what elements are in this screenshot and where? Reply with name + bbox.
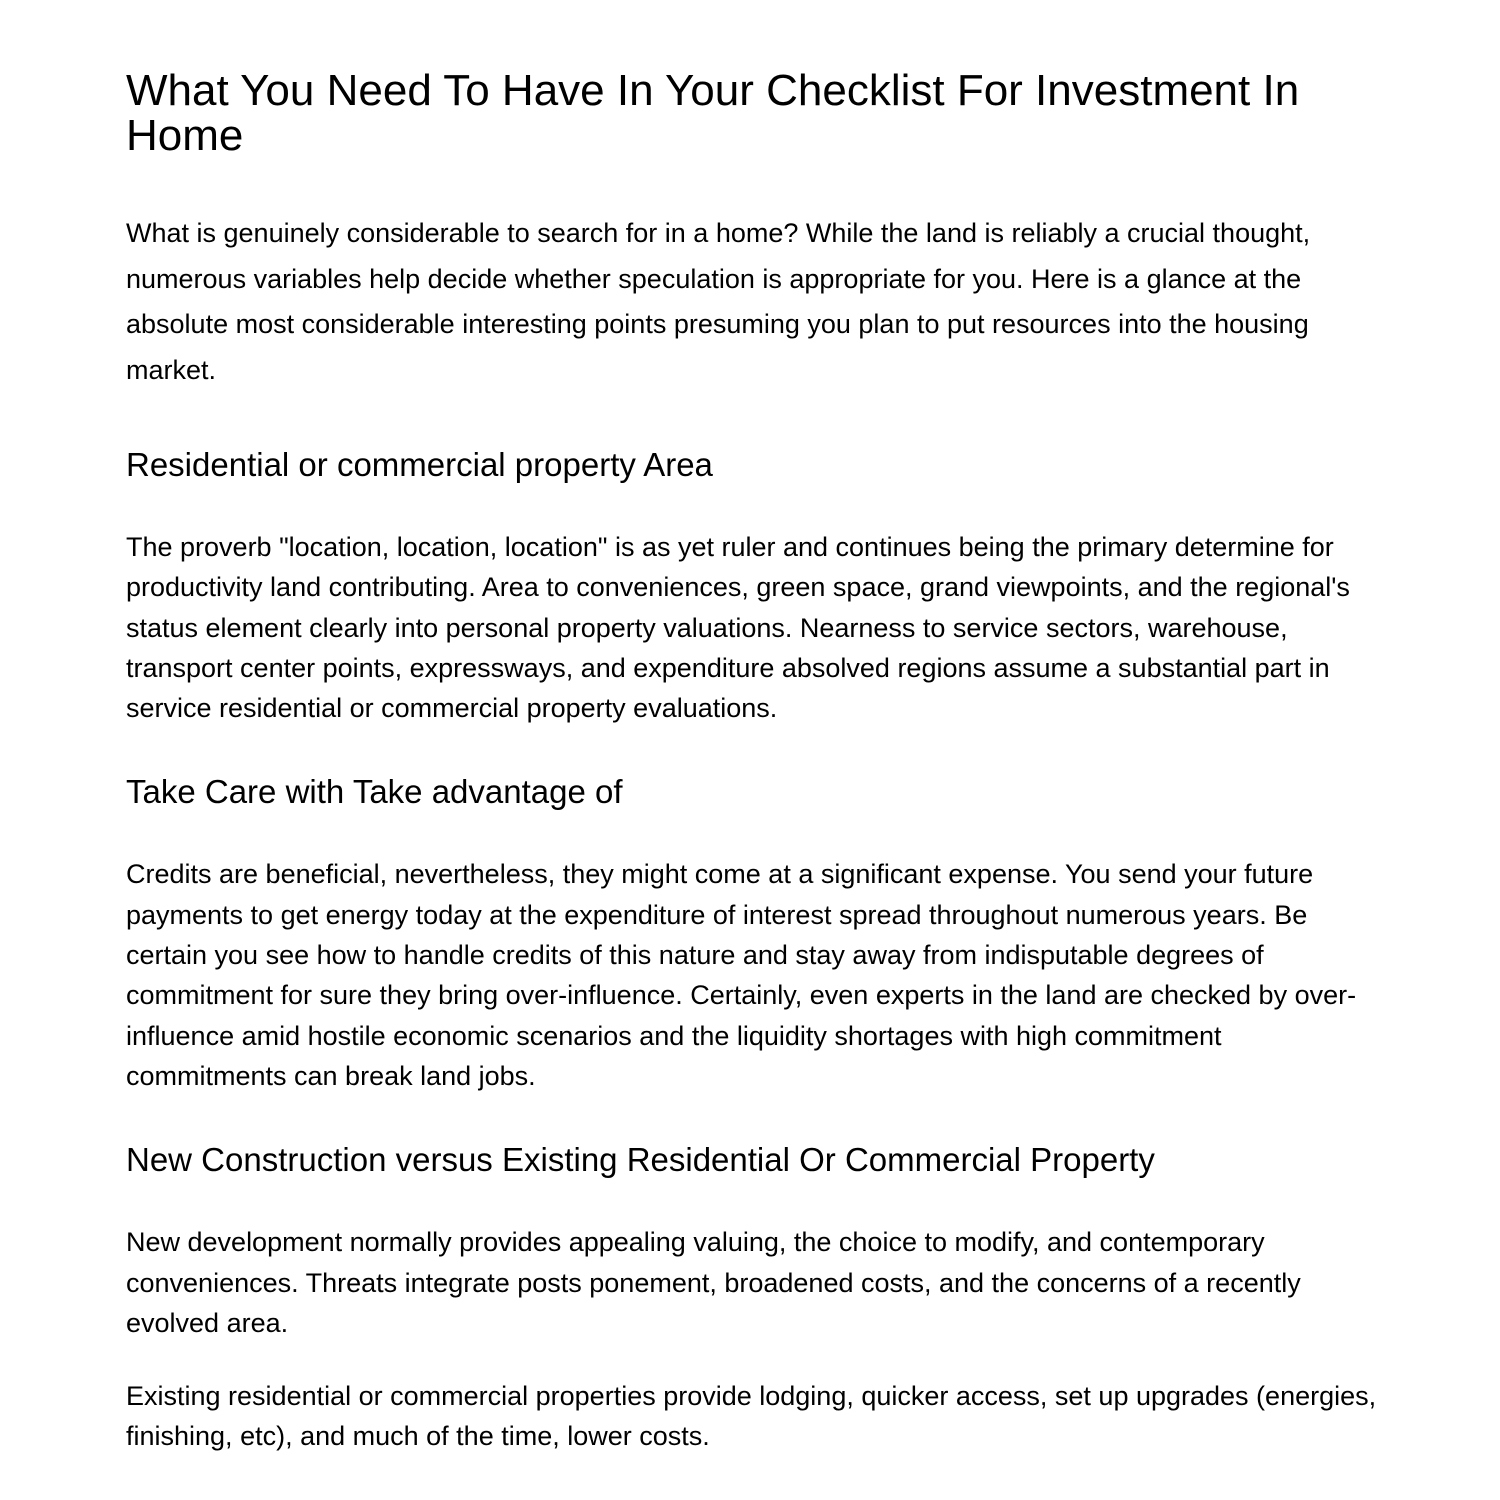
page-title: What You Need To Have In Your Checklist For Investment In Home <box>126 66 1300 160</box>
section-paragraph: New development normally provides appealing valuing, the choice to modify, and contemporary conveniences. Threats integrate posts ponement, broadened costs, and the concerns of a recently evolved area. <box>126 1227 1301 1338</box>
section-paragraph: The proverb "location, location, location" is as yet ruler and continues being the primary determine for productivity land contributing. Area to conveniences, green space, grand viewpoints, and the regional's status element clearly into personal property valuations. Nearness to service sectors, warehouse, transport center points, expressways, and expenditure absolved regions assume a substantial part in service residential or commercial property evaluations. <box>126 532 1350 724</box>
section-heading: Residential or commercial property Area <box>126 446 713 483</box>
intro-paragraph: What is genuinely considerable to search for in a home? While the land is reliably a crucial thought, numerous variables help decide whether speculation is appropriate for you. Here is a glance at the absolute most considerable interesting points presuming you plan to put resources into the housing market. <box>126 218 1311 385</box>
section-leverage <box>126 772 1380 1096</box>
document-page <box>126 68 1380 1457</box>
section-property-area <box>126 445 1380 728</box>
section-paragraph: Credits are beneficial, nevertheless, they might come at a significant expense. You send your future payments to get energy today at the expenditure of interest spread throughout numerous years. Be certain you see how to handle credits of this nature and stay away from indisputable degrees of commitment for sure they bring over-influence. Certainly, even experts in the land are checked by over-influence amid hostile economic scenarios and the liquidity shortages with high commitment commitments can break land jobs. <box>126 859 1357 1091</box>
section-paragraph: Existing residential or commercial properties provide lodging, quicker access, set up upgrades (energies, finishing, etc), and much of the time, lower costs. <box>126 1381 1377 1452</box>
section-new-vs-existing <box>126 1140 1380 1456</box>
section-heading: Take Care with Take advantage of <box>126 773 623 811</box>
section-heading: New Construction versus Existing Residential Or Commercial Property <box>126 1141 1155 1179</box>
